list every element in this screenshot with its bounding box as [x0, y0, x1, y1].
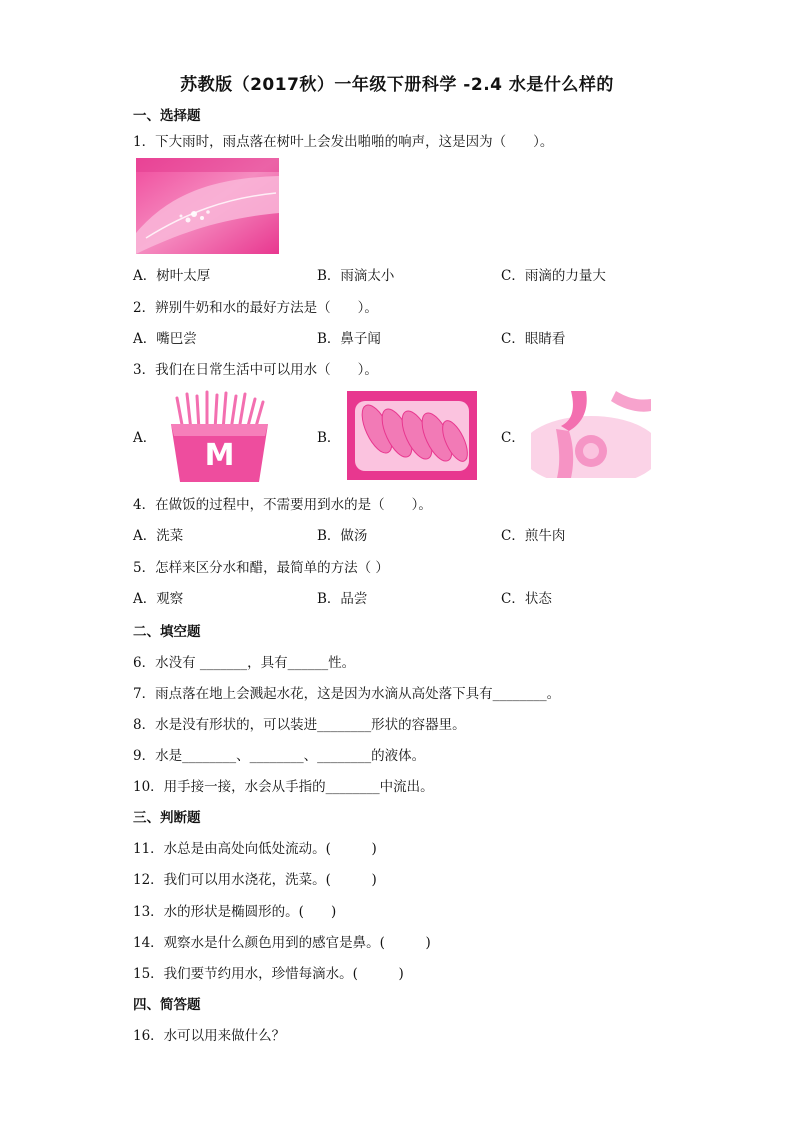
question-16-text: 16．水可以用来做什么？ — [133, 1028, 286, 1044]
question-12-text: 12．我们可以用水浇花，洗菜。( ) — [133, 872, 377, 888]
question-3-text: 3．我们在日常生活中可以用水（ ）。 — [133, 362, 378, 378]
page-title: 苏教版（2017秋）一年级下册科学 -2.4 水是什么样的 — [180, 75, 614, 95]
section-heading-fill: 二、填空题 — [133, 624, 201, 640]
fries-box-logo: M — [204, 438, 235, 473]
question-2-text: 2．辨别牛奶和水的最好方法是（ ）。 — [133, 300, 378, 316]
question-4-option-a: A．洗菜 — [133, 528, 184, 544]
question-14-text: 14．观察水是什么颜色用到的感官是鼻。( ) — [133, 935, 431, 951]
question-3-option-a: A． — [133, 430, 157, 446]
question-4-option-b: B．做汤 — [317, 528, 368, 544]
question-2-option-b: B．鼻子闻 — [317, 331, 381, 347]
question-3-option-b: B． — [317, 430, 341, 446]
question-2-option-a: A．嘴巴尝 — [133, 331, 197, 347]
question-4-text: 4．在做饭的过程中，不需要用到水的是（ ）。 — [133, 497, 432, 513]
question-8-text: 8．水是没有形状的，可以装进________形状的容器里。 — [133, 717, 466, 733]
question-5-text: 5．怎样来区分水和醋，最简单的方法（ ） — [133, 560, 389, 576]
section-heading-short-answer: 四、简答题 — [133, 997, 201, 1013]
question-15-text: 15．我们要节约用水，珍惜每滴水。( ) — [133, 966, 404, 982]
question-3-option-c: C． — [501, 430, 525, 446]
question-13-text: 13．水的形状是椭圆形的。( ) — [133, 904, 337, 920]
question-5-option-c: C．状态 — [501, 591, 552, 607]
section-heading-choice: 一、选择题 — [133, 108, 201, 124]
question-2-option-c: C．眼睛看 — [501, 331, 566, 347]
question-3-faucet-image — [531, 391, 651, 478]
question-7-text: 7．雨点落在地上会溅起水花，这是因为水滴从高处落下具有________。 — [133, 686, 561, 702]
question-1-leaf-image — [136, 158, 279, 254]
question-1-text: 1．下大雨时，雨点落在树叶上会发出啪啪的响声，这是因为（ ）。 — [133, 134, 554, 150]
question-5-option-a: A．观察 — [133, 591, 184, 607]
question-9-text: 9．水是________、________、________的液体。 — [133, 748, 426, 764]
question-10-text: 10．用手接一接，水会从手指的________中流出。 — [133, 779, 434, 795]
question-1-option-b: B．雨滴太小 — [317, 268, 395, 284]
question-4-option-c: C．煎牛肉 — [501, 528, 566, 544]
question-5-option-b: B．品尝 — [317, 591, 368, 607]
question-11-text: 11．水总是由高处向低处流动。( ) — [133, 841, 377, 857]
section-heading-judge: 三、判断题 — [133, 810, 201, 826]
question-3-fries-image — [163, 390, 276, 482]
question-1-option-a: A．树叶太厚 — [133, 268, 211, 284]
question-6-text: 6．水没有 _______，具有______性。 — [133, 655, 356, 671]
question-1-option-c: C．雨滴的力量大 — [501, 268, 606, 284]
question-3-dumplings-image — [347, 391, 477, 480]
